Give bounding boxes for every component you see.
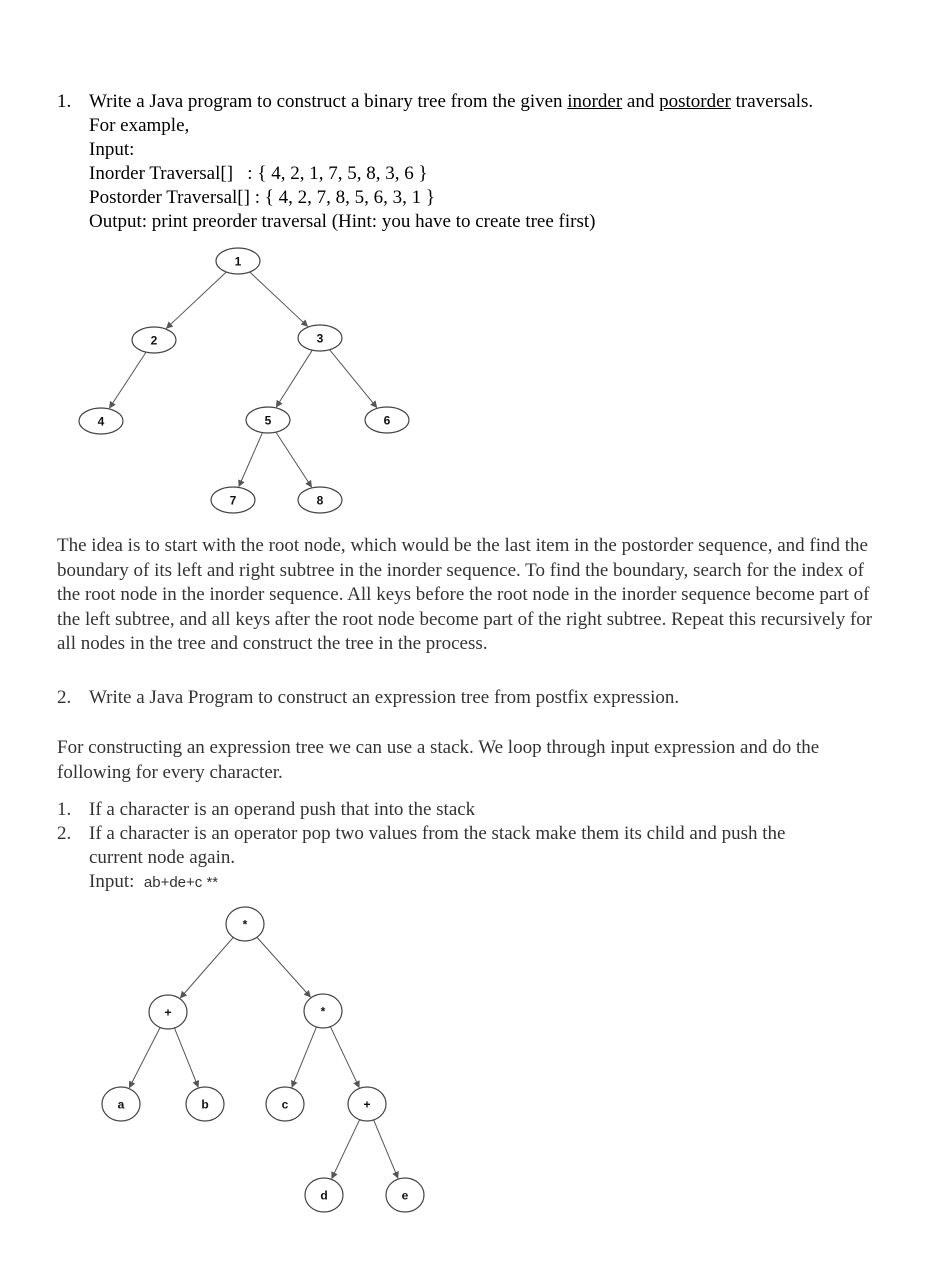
tree2-node-b [186, 1087, 224, 1121]
tree2-node-label: * [320, 1004, 326, 1019]
tree1-node-n5 [246, 407, 290, 433]
tree1-edge-2-to-4 [109, 352, 146, 408]
tree2-edge-+-to-a [129, 1027, 160, 1087]
postfix-expression: ab+de+c ** [143, 874, 219, 891]
tree2-edge-*-to-c [292, 1027, 317, 1087]
question-1-number: 1. [57, 91, 72, 112]
tree1-edge-1-to-3 [250, 272, 308, 326]
question-1-text-and: and [622, 91, 660, 112]
tree2-edge-*-to-* [257, 937, 311, 997]
tree1-node-label: 5 [264, 413, 272, 428]
question-1-text-start: Write a Java program to construct a binary tree from the given [89, 91, 568, 112]
tree2-node-e [386, 1178, 424, 1212]
tree1-node-n6 [365, 407, 409, 433]
tree1-edge-5-to-7 [239, 433, 263, 487]
tree1-node-label: 8 [316, 493, 324, 508]
tree2-edge-+-to-e [374, 1120, 398, 1178]
tree2-edge-*-to-+ [330, 1027, 359, 1088]
postorder-term: postorder [659, 91, 731, 112]
tree1-node-label: 2 [150, 333, 158, 348]
tree1-edge-1-to-2 [166, 272, 226, 328]
step-2-number: 2. [57, 823, 72, 844]
tree1-node-n7 [211, 487, 255, 513]
tree1-node-n4 [79, 408, 123, 434]
tree2-node-d [305, 1178, 343, 1212]
tree2-node-label: a [117, 1097, 125, 1112]
explanation-paragraph: The idea is to start with the root node, which would be the last item in the postorder sequence, and find the boundary of its left and right subtree in the inorder sequence. To find the boundary, search for the index of the root node in the inorder sequence. All keys before the root node in the inorder sequence become part of the left subtree, and all keys after the root node become part of the right subtree. Repeat this recursively for all nodes in the tree and construct the tree in the process. [57, 535, 873, 654]
tree2-node-r [226, 907, 264, 941]
tree1-node-label: 4 [97, 414, 105, 429]
tree2-node-label: + [363, 1097, 371, 1112]
tree2-edge-+-to-d [332, 1120, 360, 1179]
example-label: For example, [89, 115, 190, 136]
tree1-node-label: 1 [234, 254, 242, 269]
tree2-node-label: + [164, 1005, 172, 1020]
inorder-term: inorder [567, 91, 623, 112]
stack-paragraph: For constructing an expression tree we can use a stack. We loop through input expression and do the following for every character. [57, 737, 820, 783]
tree2-node-label: c [281, 1097, 289, 1112]
tree2-node-p1 [149, 995, 187, 1029]
input-label: Input: [89, 139, 135, 160]
tree2-edge-*-to-+ [180, 937, 233, 997]
question-1-text-end: traversals. [730, 91, 814, 112]
question-2-text: Write a Java Program to construct an expression tree from postfix expression. [89, 687, 680, 708]
step-2-text: If a character is an operator pop two values from the stack make them its child and push the [89, 823, 786, 844]
tree1-edge-3-to-6 [330, 350, 377, 408]
tree1-node-n2 [132, 327, 176, 353]
tree2-node-label: * [242, 917, 248, 932]
step-1-number: 1. [57, 799, 72, 820]
tree1-node-label: 7 [229, 493, 237, 508]
tree1-node-label: 6 [383, 413, 391, 428]
tree2-node-c [266, 1087, 304, 1121]
tree1-node-n3 [298, 325, 342, 351]
postorder-traversal: Postorder Traversal[] : { 4, 2, 7, 8, 5, 6, 3, 1 } [89, 187, 435, 208]
tree2-node-p2 [348, 1087, 386, 1121]
tree1-node-n1 [216, 248, 260, 274]
tree2-node-a [102, 1087, 140, 1121]
inorder-traversal: Inorder Traversal[] : { 4, 2, 1, 7, 5, 8, 3, 6 } [89, 163, 428, 184]
tree2-node-m2 [304, 994, 342, 1028]
tree1-node-label: 3 [316, 331, 324, 346]
output-instruction: Output: print preorder traversal (Hint: you have to create tree first) [89, 211, 596, 232]
tree1-edge-5-to-8 [276, 432, 312, 487]
tree2-node-label: d [320, 1188, 328, 1203]
tree1-node-n8 [298, 487, 342, 513]
tree1-edge-3-to-5 [276, 350, 312, 407]
tree2-node-label: b [201, 1097, 209, 1112]
postfix-input [89, 870, 218, 895]
step-2-continuation: current node again. [89, 847, 236, 868]
tree2-node-label: e [401, 1188, 409, 1203]
question-2-number: 2. [57, 687, 72, 708]
step-1-text: If a character is an operand push that into the stack [89, 799, 476, 820]
postfix-input-label: Input: [89, 871, 135, 892]
tree2-edge-+-to-b [174, 1028, 198, 1087]
